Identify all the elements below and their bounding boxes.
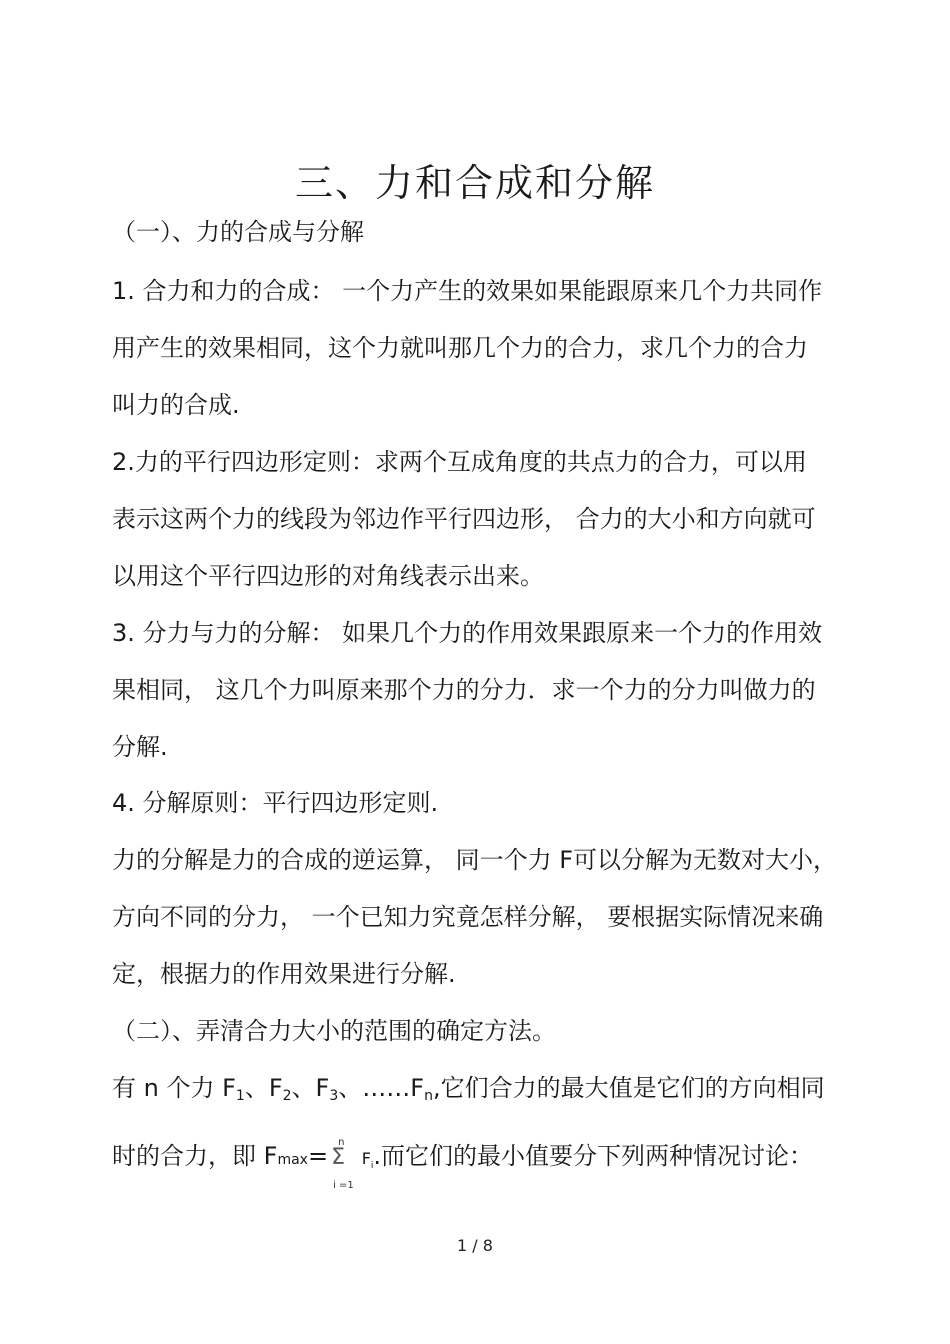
section-heading-2: （二）、弄清合力大小的范围的确定方法。 xyxy=(112,1017,556,1045)
sigma-icon: Σ xyxy=(331,1145,345,1170)
paragraph-line: 2.力的平行四边形定则：求两个互成角度的共点力的合力，可以用 xyxy=(112,448,807,476)
fi-subscript: i xyxy=(370,1161,374,1171)
subscript: 3 xyxy=(329,1088,339,1104)
paragraph-line: 以用这个平行四边形的对角线表示出来。 xyxy=(112,562,544,590)
fi-letter: F xyxy=(361,1149,371,1168)
paragraph-line: 叫力的合成. xyxy=(112,391,240,419)
subscript: 1 xyxy=(235,1088,245,1104)
fmax-subscript: max xyxy=(277,1152,308,1168)
paragraph-line: 1. 合力和力的合成： 一个力产生的效果如果能跟原来几个力共同作 xyxy=(112,277,823,305)
paragraph-line: 表示这两个力的线段为邻边作平行四边形， 合力的大小和方向就可 xyxy=(112,505,816,533)
page-number: 1 / 8 xyxy=(457,1236,493,1255)
sigma-lower-limit: i =1 xyxy=(333,1180,354,1191)
paragraph-line: 3. 分力与力的分解： 如果几个力的作用效果跟原来一个力的作用效 xyxy=(112,619,823,647)
section-heading-1: （一）、力的合成与分解 xyxy=(112,218,364,246)
paragraph-line: 分解. xyxy=(112,733,168,761)
paragraph-line: 定，根据力的作用效果进行分解. xyxy=(112,960,456,988)
separator: 、F xyxy=(244,1074,283,1102)
page-title: 三、力和合成和分解 xyxy=(294,161,655,205)
formula-suffix: .而它们的最小值要分下列两种情况讨论： xyxy=(373,1142,814,1170)
subscript: n xyxy=(424,1088,433,1104)
summation-symbol xyxy=(330,1137,354,1191)
forces-suffix: ,它们合力的最大值是它们的方向相同 xyxy=(432,1074,825,1102)
paragraph-line: 用产生的效果相同，这个力就叫那几个力的合力，求几个力的合力 xyxy=(112,334,808,362)
subscript: 2 xyxy=(282,1088,292,1104)
equals-sign: = xyxy=(307,1142,329,1170)
forces-line xyxy=(112,1073,825,1111)
paragraph-line: 果相同， 这几个力叫原来那个力的分力．求一个力的分力叫做力的 xyxy=(112,676,816,704)
separator: 、F xyxy=(291,1074,330,1102)
formula-prefix: 时的合力，即 F xyxy=(112,1142,278,1170)
paragraph-line: 方向不同的分力， 一个已知力究竟怎样分解， 要根据实际情况来确 xyxy=(112,903,824,931)
sigma-upper-limit: n xyxy=(338,1137,345,1148)
forces-prefix: 有 n 个力 F xyxy=(112,1074,236,1102)
formula-line xyxy=(112,1137,814,1191)
paragraph-line: 力的分解是力的合成的逆运算， 同一个力 F可以分解为无数对大小， xyxy=(112,846,838,874)
fi-term xyxy=(361,1149,374,1171)
paragraph-line: 4. 分解原则：平行四边形定则. xyxy=(112,789,439,817)
separator: 、……F xyxy=(338,1074,425,1102)
